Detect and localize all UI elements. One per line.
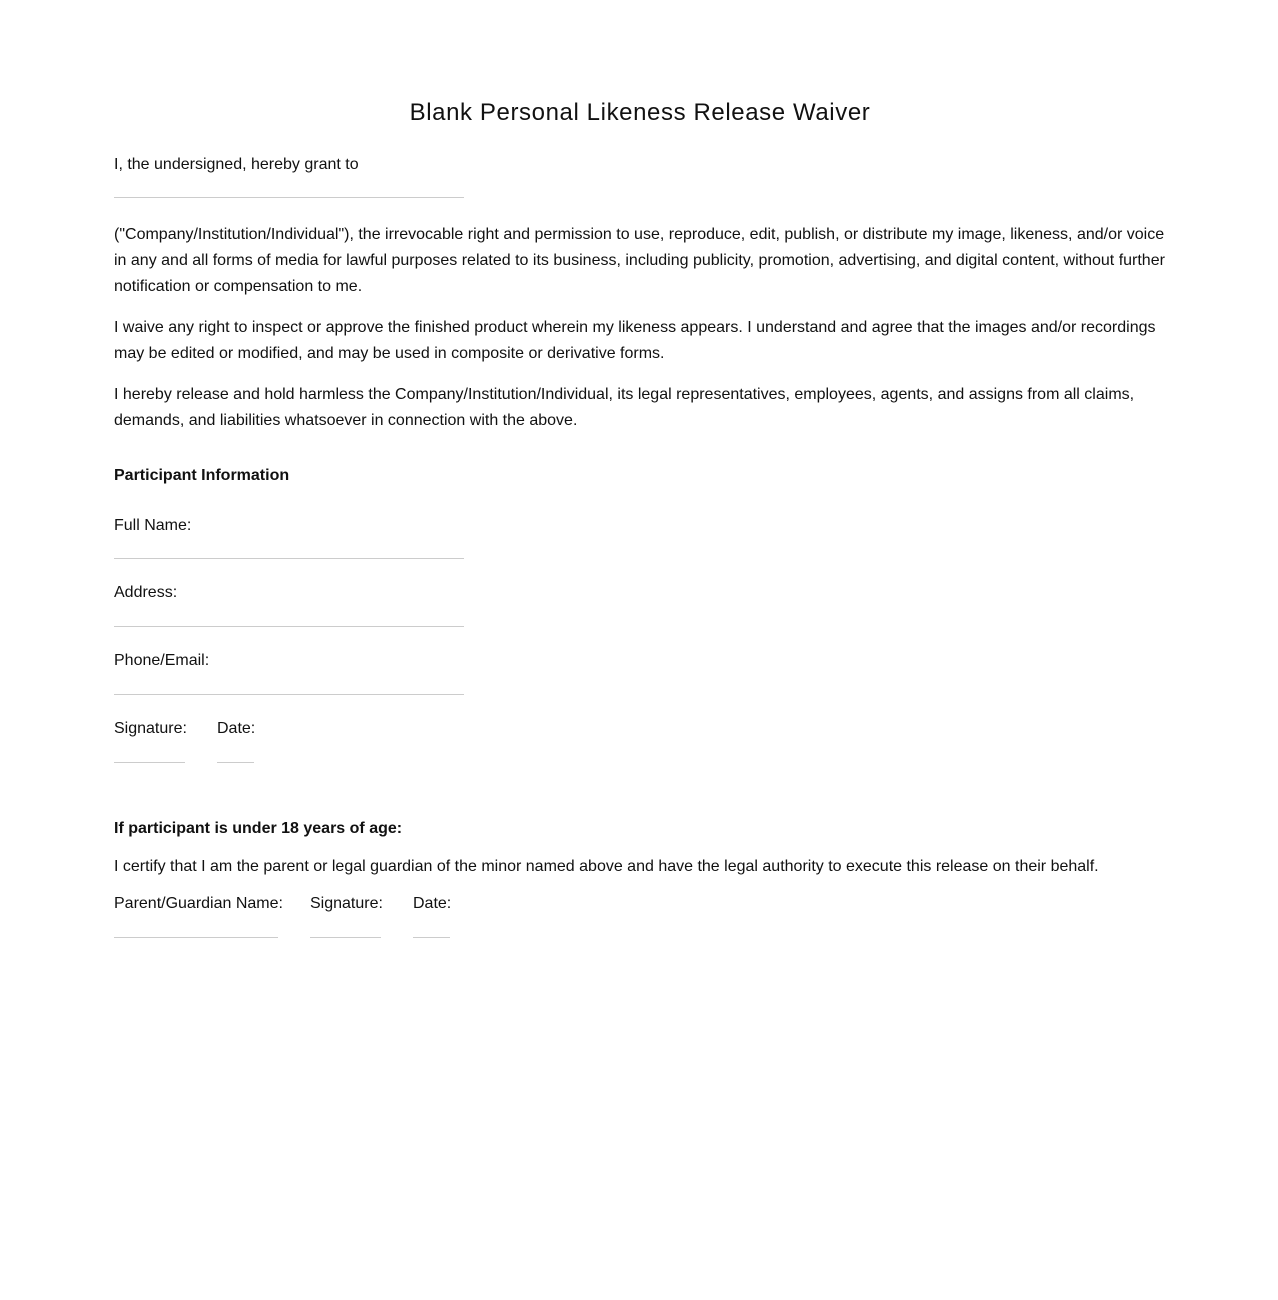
- full-name-field[interactable]: [114, 558, 464, 559]
- document-title: Blank Personal Likeness Release Waiver: [409, 99, 871, 126]
- phone-email-label: Phone/Email:: [114, 652, 210, 669]
- guardian-certification-text: I certify that I am the parent or legal guardian of the minor named above and have the legal authority to execute this release on their behalf.: [114, 858, 1099, 875]
- address-field[interactable]: [114, 626, 464, 627]
- grant-intro-text: I, the undersigned, hereby grant to: [114, 156, 359, 173]
- waiver-paragraph: I waive any right to inspect or approve the finished product wherein my likeness appears. I understand and agree that the images and/or recordings may be edited or modified, and may be used in composite or derivative forms.: [114, 319, 1156, 362]
- guardian-date-label: Date:: [413, 895, 452, 912]
- guardian-signature-field[interactable]: [310, 937, 381, 938]
- guardian-name-field[interactable]: [114, 937, 278, 938]
- grant-paragraph: ("Company/Institution/Individual"), the irrevocable right and permission to use, reproduce, edit, publish, or distribute my image, likeness, and/or voice in any and all forms of media for lawful purposes related to its business, including publicity, promotion, advertising, and digital content, without further notification or compensation to me.: [114, 226, 1165, 295]
- minor-section-heading: If participant is under 18 years of age:: [114, 820, 403, 837]
- address-label: Address:: [114, 584, 178, 601]
- participant-signature-label: Signature:: [114, 720, 187, 737]
- release-paragraph: I hereby release and hold harmless the Company/Institution/Individual, its legal representatives, employees, agents, and assigns from all claims, demands, and liabilities whatsoever in connection with the above.: [114, 386, 1135, 429]
- guardian-signature-label: Signature:: [310, 895, 383, 912]
- participant-info-heading: Participant Information: [114, 467, 290, 484]
- participant-signature-field[interactable]: [114, 762, 185, 763]
- guardian-date-field[interactable]: [413, 937, 450, 938]
- participant-date-field[interactable]: [217, 762, 254, 763]
- full-name-label: Full Name:: [114, 517, 192, 534]
- grantee-name-field[interactable]: [114, 197, 464, 198]
- phone-email-field[interactable]: [114, 694, 464, 695]
- participant-date-label: Date:: [217, 720, 256, 737]
- guardian-name-label: Parent/Guardian Name:: [114, 895, 283, 912]
